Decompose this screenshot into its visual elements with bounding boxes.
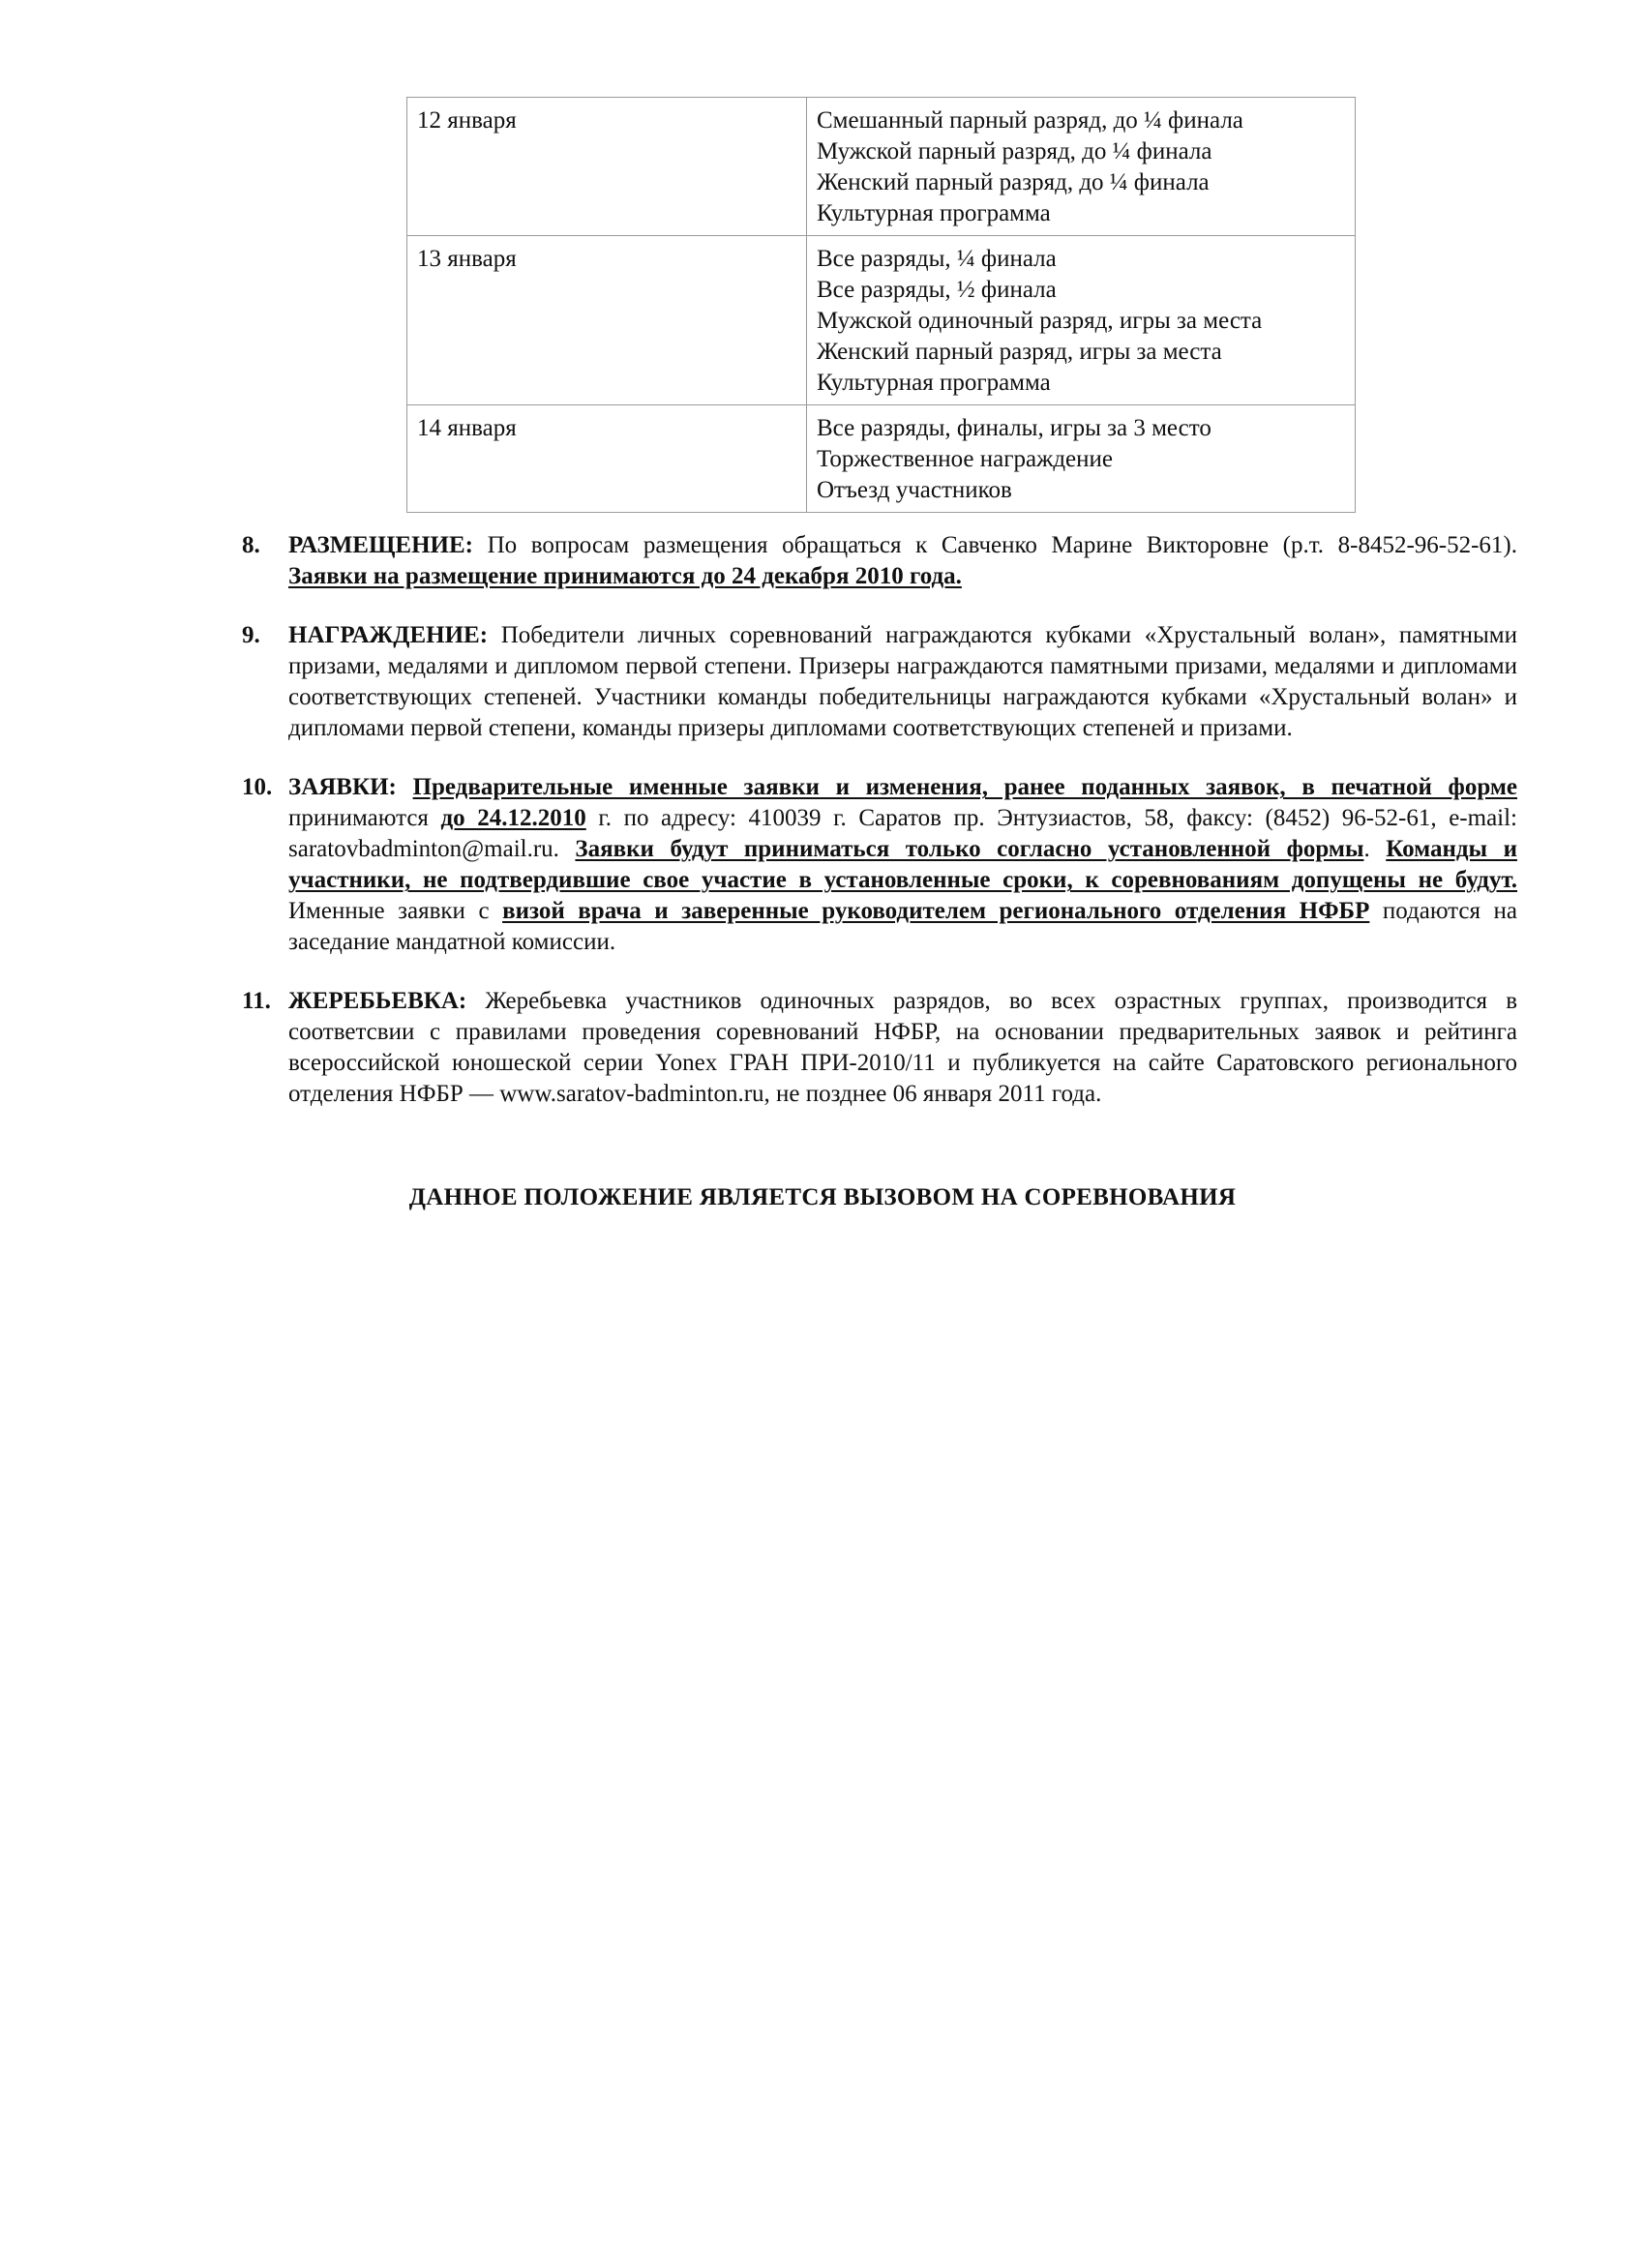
section-text: .	[1363, 836, 1387, 862]
schedule-event: Отъезд участников	[817, 477, 1012, 503]
section-text: г. по адресу: 410039 г. Саратов пр. Энтузиастов, 58, факсу: (8452) 96-52-61, e-mail: saratovbadminton@mail.ru.	[288, 805, 1518, 862]
schedule-events	[807, 98, 1356, 236]
section-body	[288, 772, 1517, 958]
schedule-event: Смешанный парный разряд, до ¼ финала	[817, 107, 1243, 134]
applications-deadline: до 24.12.2010	[440, 805, 586, 831]
section-draw	[242, 986, 1517, 1110]
applications-certification: визой врача и заверенные руководителем регионального отделения НФБР	[502, 898, 1370, 924]
schedule-event: Женский парный разряд, игры за места	[817, 339, 1222, 365]
section-number: 10.	[242, 774, 273, 800]
schedule-event: Все разряды, ½ финала	[817, 277, 1057, 303]
table-row	[407, 98, 1356, 236]
schedule-event: Мужской одиночный разряд, игры за места	[817, 308, 1263, 334]
section-title: ЖЕРЕБЬЕВКА:	[288, 988, 467, 1014]
schedule-events	[807, 405, 1356, 513]
schedule-date: 14 января	[407, 405, 807, 513]
applications-admission-rule: Команды и участники, не подтвердившие свое участие в установленные сроки, к соревнованиям допущены не будут.	[288, 836, 1517, 893]
section-body	[288, 530, 1517, 592]
section-awards	[242, 620, 1517, 744]
section-accommodation	[242, 530, 1517, 592]
schedule-event: Все разряды, ¼ финала	[817, 246, 1057, 272]
section-number: 9.	[242, 622, 260, 648]
section-applications	[242, 772, 1517, 958]
schedule-event: Все разряды, финалы, игры за 3 место	[817, 415, 1211, 441]
table-row	[407, 236, 1356, 405]
schedule-event: Торжественное награждение	[817, 446, 1114, 472]
schedule-date: 13 января	[407, 236, 807, 405]
closing-statement: ДАННОЕ ПОЛОЖЕНИЕ ЯВЛЯЕТСЯ ВЫЗОВОМ НА СОРЕВНОВАНИЯ	[408, 1184, 1237, 1210]
section-text: подаются на заседание мандатной комиссии.	[288, 898, 1517, 955]
section-text: принимаются	[288, 805, 441, 831]
schedule-event: Мужской парный разряд, до ¼ финала	[817, 138, 1212, 164]
schedule-date: 12 января	[407, 98, 807, 236]
table-row	[407, 405, 1356, 513]
section-number: 11.	[242, 988, 271, 1014]
applications-format: Предварительные именные заявки и изменения, ранее поданных заявок, в печатной форме	[412, 774, 1518, 800]
section-title: РАЗМЕЩЕНИЕ:	[288, 532, 473, 558]
section-body	[288, 986, 1517, 1110]
section-text: Победители личных соревнований награждаются кубками «Хрустальный волан», памятными призами, медалями и дипломом первой степени. Призеры награждаются памятными призами, медалями и дипломами соответствующих степеней. Участники команды победительницы награждаются кубками «Хрустальный волан» и дипломами первой степени, команды призеры дипломами соответствующих степеней и призами.	[288, 622, 1517, 741]
section-title: ЗАЯВКИ:	[288, 774, 397, 800]
section-number: 8.	[242, 532, 260, 558]
schedule-event: Культурная программа	[817, 200, 1051, 226]
accommodation-deadline: Заявки на размещение принимаются до 24 декабря 2010 года.	[288, 563, 962, 589]
section-title: НАГРАЖДЕНИЕ:	[288, 622, 489, 648]
section-text: По вопросам размещения обращаться к Савченко Марине Викторовне (р.т. 8-8452-96-52-61).	[473, 532, 1517, 558]
applications-form-rule: Заявки будут приниматься только согласно установленной формы	[575, 836, 1364, 862]
section-text: Именные заявки с	[288, 898, 503, 924]
sections-list	[242, 530, 1517, 1138]
schedule-table	[406, 97, 1356, 513]
section-body	[288, 620, 1517, 744]
schedule-event: Культурная программа	[817, 370, 1051, 396]
schedule-events	[807, 236, 1356, 405]
section-text: Жеребьевка участников одиночных разрядов, во всех озрастных группах, производится в соответсвии с правилами проведения соревнований НФБР, на основании предварительных заявок и рейтинга всероссийской юношеской серии Yonex ГРАН ПРИ-2010/11 и публикуется на сайте Саратовского регионального отделения НФБР — www.saratov-badminton.ru, не позднее 06 января 2011 года.	[288, 988, 1517, 1107]
schedule-event: Женский парный разряд, до ¼ финала	[817, 169, 1210, 195]
